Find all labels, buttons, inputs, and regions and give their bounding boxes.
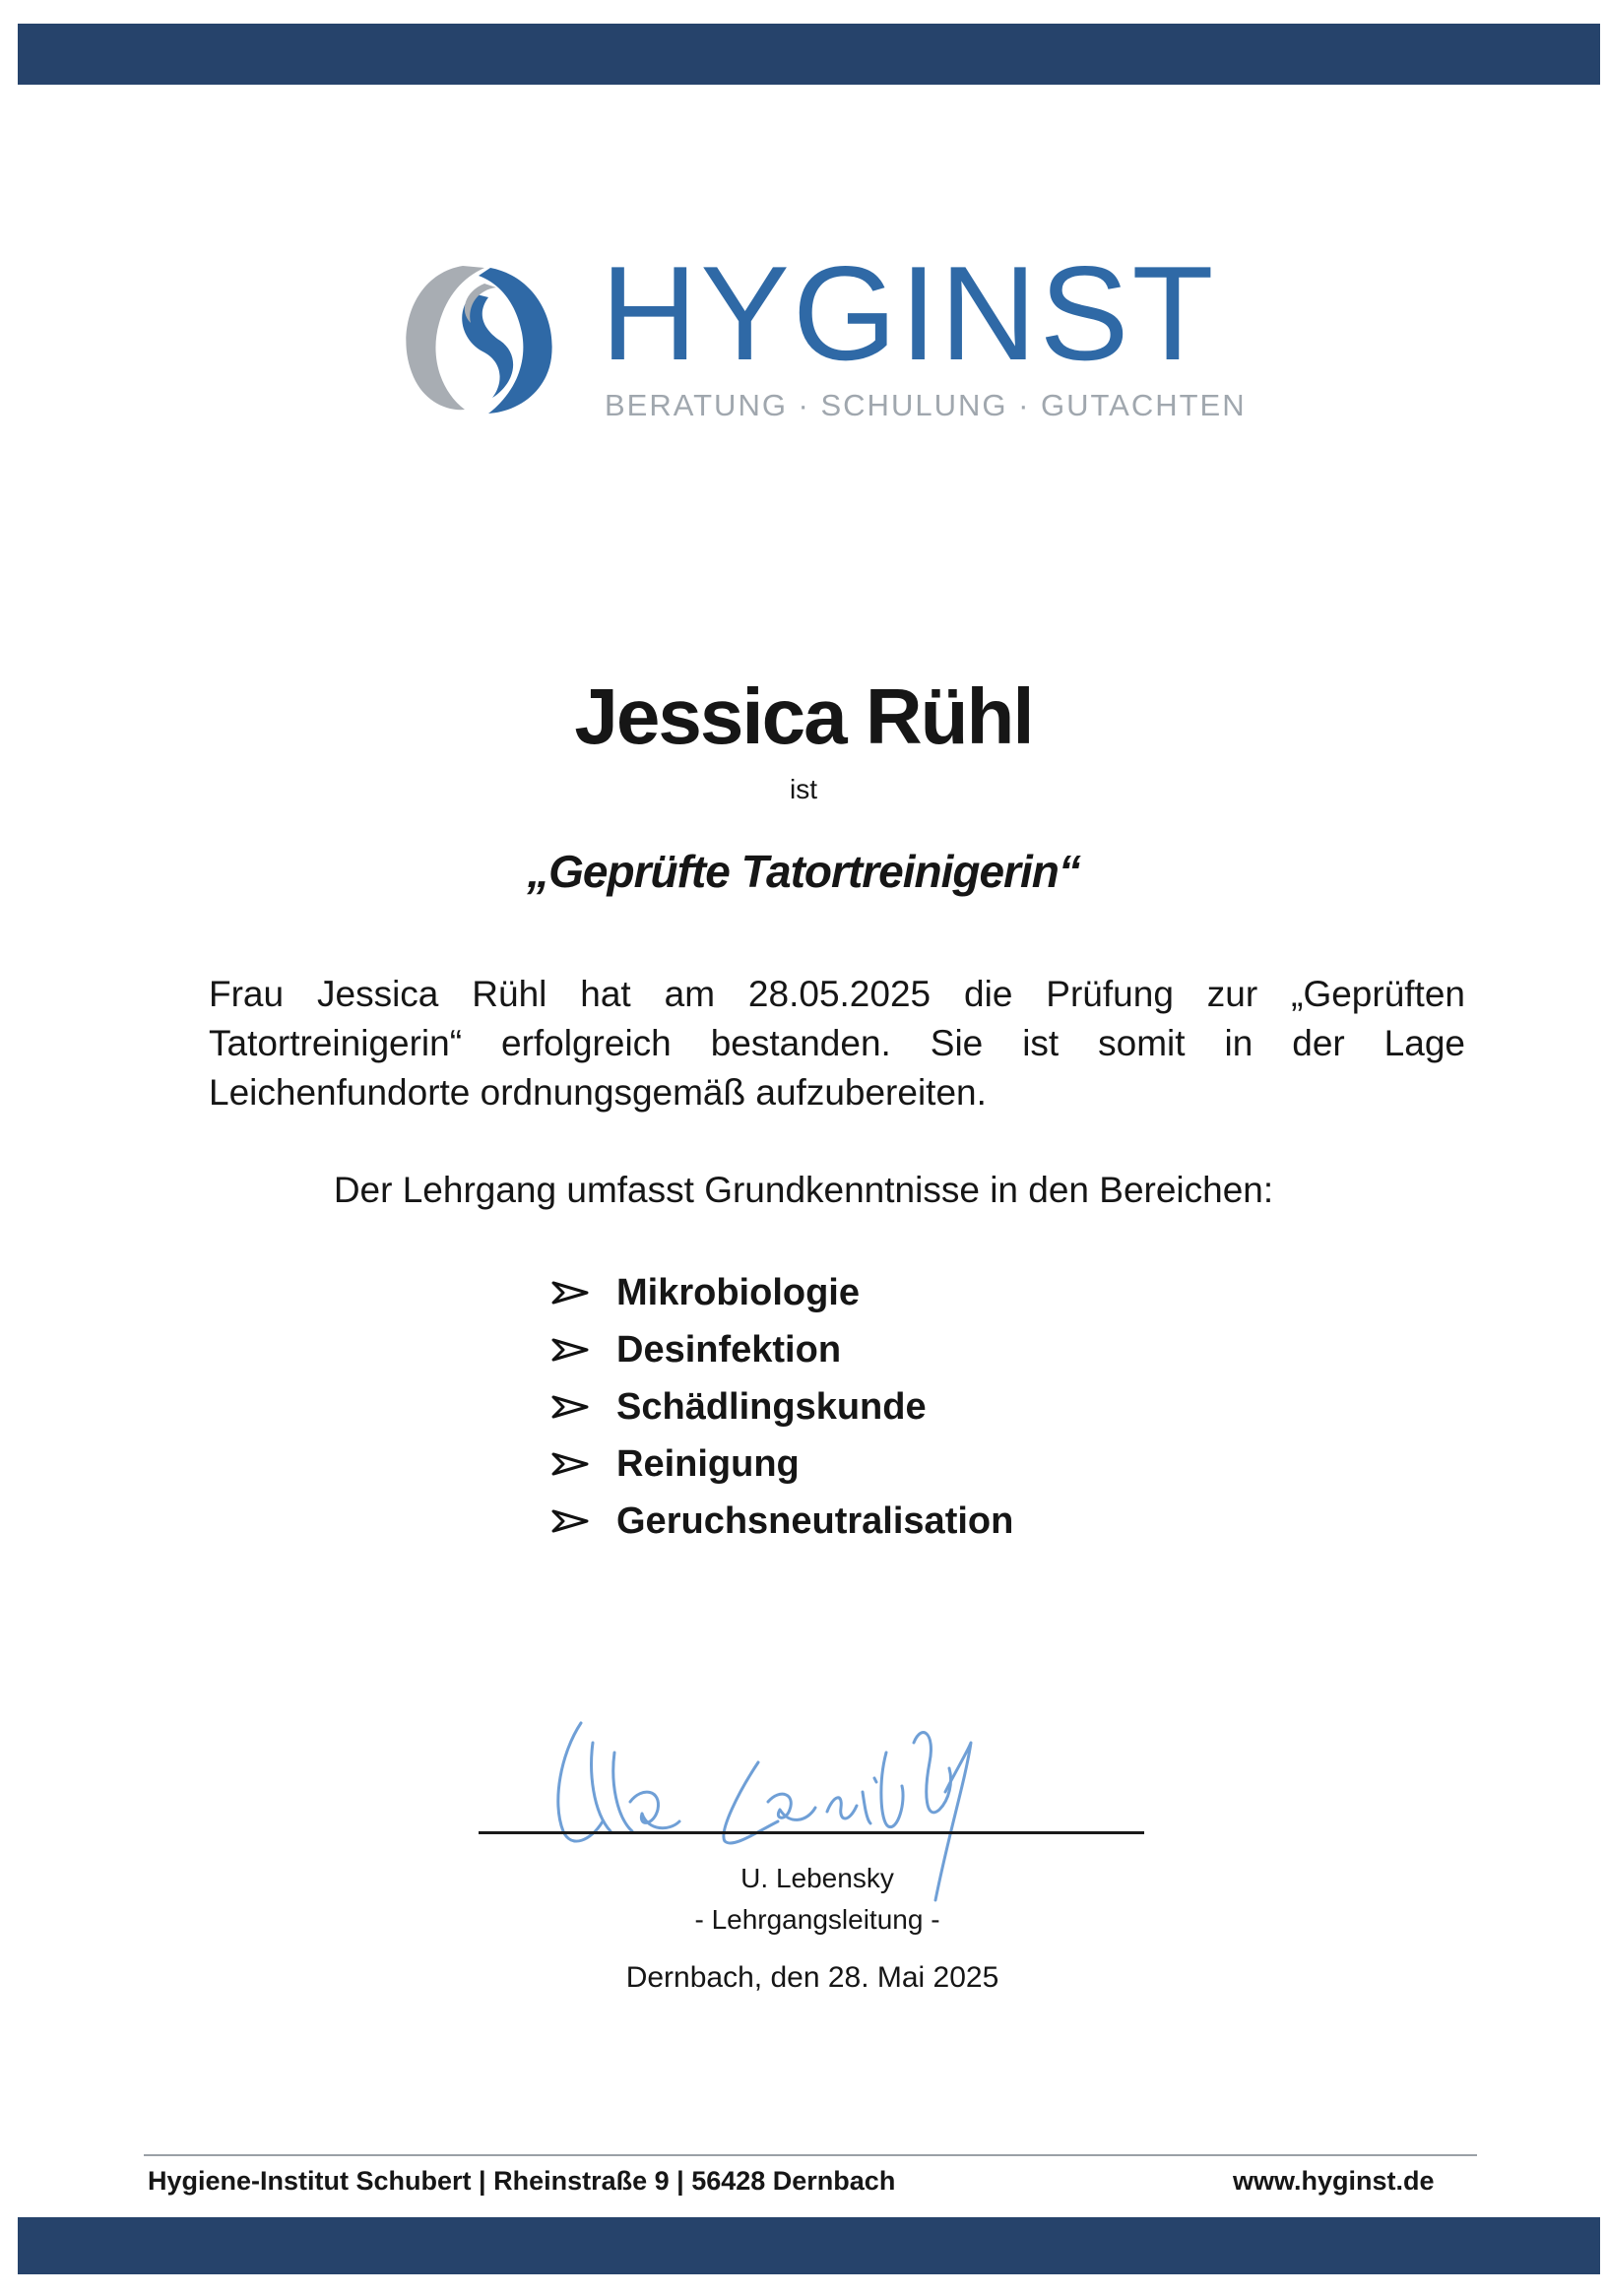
arrow-bullet-icon: [551, 1279, 591, 1307]
logo-wordmark: HYGINST: [601, 238, 1217, 388]
list-item: [551, 1264, 1013, 1321]
top-band: [18, 24, 1600, 85]
connector-text: ist: [790, 774, 817, 804]
list-item: [551, 1493, 1013, 1550]
arrow-bullet-icon: [551, 1507, 591, 1535]
footer-address: Hygiene-Institut Schubert | Rheinstraße 9 | 56428 Dernbach: [148, 2166, 896, 2196]
topic-label: Desinfektion: [616, 1328, 842, 1371]
topics-list: [551, 1264, 1013, 1550]
signer-name: U. Lebensky: [740, 1863, 894, 1893]
hyginst-logo: [394, 238, 1247, 431]
bottom-band: [18, 2217, 1600, 2274]
place-date: Dernbach, den 28. Mai 2025: [625, 1961, 999, 1994]
footer-website[interactable]: www.hyginst.de: [1233, 2166, 1435, 2196]
topic-label: Mikrobiologie: [616, 1271, 860, 1313]
topic-label: Geruchsneutralisation: [616, 1499, 1014, 1542]
certificate-title: „Geprüfte Tatortreinigerin“: [527, 846, 1080, 897]
topics-intro: Der Lehrgang umfasst Grundkenntnisse in den Bereichen:: [333, 1170, 1274, 1210]
arrow-bullet-icon: [551, 1393, 591, 1421]
arrow-bullet-icon: [551, 1336, 591, 1364]
topic-label: Schädlingskunde: [616, 1385, 927, 1428]
signature-line: [479, 1831, 1144, 1834]
topic-label: Reinigung: [616, 1442, 800, 1485]
arrow-bullet-icon: [551, 1450, 591, 1478]
signer-role: - Lehrgangsleitung -: [694, 1904, 940, 1935]
certificate-paragraph: Frau Jessica Rühl hat am 28.05.2025 die Prüfung zur „Geprüften Tatortreinigerin“ erfolgreich bestanden. Sie ist somit in der Lage Leichenfundorte ordnungsgemäß aufzubereiten.: [209, 974, 1465, 1113]
logo-tagline: BERATUNG · SCHULUNG · GUTACHTEN: [605, 388, 1247, 422]
swirl-logo-icon: [394, 254, 561, 421]
list-item: [551, 1378, 1013, 1435]
list-item: [551, 1435, 1013, 1493]
footer-divider: [144, 2154, 1477, 2156]
recipient-name: Jessica Rühl: [574, 672, 1033, 760]
list-item: [551, 1321, 1013, 1378]
